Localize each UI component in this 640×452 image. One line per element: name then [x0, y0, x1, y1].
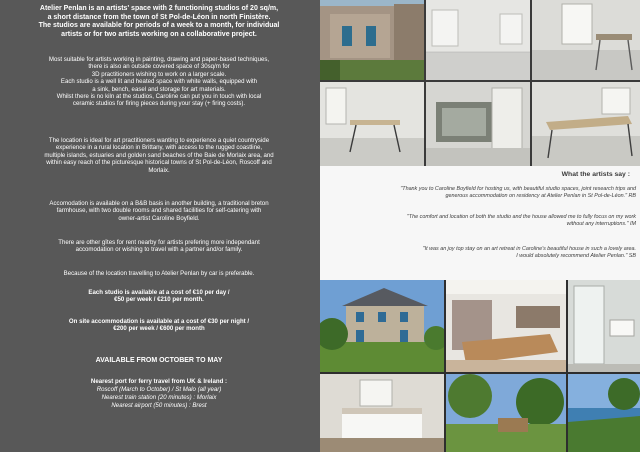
bedroom-photo — [320, 374, 444, 452]
info-column — [0, 0, 318, 452]
airport: Nearest airport (50 minutes) : Brest — [111, 402, 207, 409]
studio-sink-photo — [426, 82, 530, 166]
quote-line: generous accommodation on residency at Atelier Penlan in St Pol-de-Léon." RB — [445, 193, 636, 200]
intro-line: a short distance from the town of St Pol-de-Léon in north Finistère. — [47, 13, 271, 21]
location-line: Morlaix. — [148, 166, 170, 174]
train-station: Nearest train station (20 minutes) : Morlaix — [101, 394, 217, 401]
studios-line: ceramic studios for firing pieces during your stay (+ firing costs). — [72, 100, 246, 108]
accommodation-line: owner-artist Caroline Boyfield. — [118, 214, 200, 222]
gites-paragraph — [6, 239, 312, 254]
quote-line: without any interruptions." IM — [566, 221, 636, 228]
studios-line: Most suitable for artists working in painting, drawing and paper-based techniques, — [48, 56, 270, 63]
testimonial-im — [324, 214, 636, 228]
car-note: Because of the location travelling to Atelier Penlan by car is preferable. — [63, 270, 255, 277]
studios-line: Each studio is a well lit and heated space with white walls, equipped with — [60, 78, 258, 86]
accommodation-paragraph — [6, 200, 312, 222]
gites-line: There are other gîtes for rent nearby for artists prefering more independant — [58, 239, 260, 246]
house-photo-collage — [320, 280, 640, 452]
kitchen-photo — [446, 280, 566, 372]
location-line: multiple islands, estuaries and golden sand beaches of the Baie de Morlaix area, and — [44, 151, 274, 159]
studio-exterior-photo — [320, 0, 424, 80]
intro-line: The studios are available for periods of a week to a month, for individual — [38, 22, 280, 30]
studio-interior-photo — [426, 0, 530, 80]
studio-bench-photo — [532, 82, 640, 166]
location-line: within easy reach of the picturesque historical towns of St Pol-de-Léon, Roscoff and — [46, 159, 272, 167]
testimonials-heading: What the artists say : — [561, 171, 630, 178]
quote-line: "It was an joy top stay on an art retreat in Caroline's beautiful house in such a lovely area. — [422, 246, 636, 252]
accommodation-line: Accomodation is available on a B&B basis in another building, a traditional breton — [49, 200, 269, 207]
pricing-line: Each studio is available at a cost of €10 per day / — [88, 289, 230, 296]
ferry-ports: Roscoff (March to October) / St Malo (all year) — [96, 386, 222, 393]
quote-line: "Thank you to Caroline Boyfield for hosting us, with beautiful studio spaces, joint research trips and — [400, 186, 636, 192]
location-line: The location is ideal for art practitioners wanting to experience a quiet countryside — [48, 137, 270, 144]
quote-line: I would absolutely recommend Atelier Penlan." SB — [516, 253, 636, 260]
studios-line: there is also an outside covered space of 30sq/m for — [88, 63, 230, 71]
intro-line: artists or for two artists working on a collaborative project. — [61, 30, 257, 38]
studios-line: 3D practitioners wishing to work on a larger scale. — [91, 70, 227, 78]
intro-line: Atelier Penlan is an artists' space with 2 functioning studios of 20 sq/m, — [39, 5, 279, 12]
coast-photo — [568, 374, 640, 452]
pricing-line: €50 per week / €210 per month. — [114, 296, 204, 304]
gites-line: accomodation or wishing to travel with a partner and/or family. — [75, 246, 243, 254]
accommodation-line: farmhouse, with two double rooms and shared facilities for self-catering with — [56, 207, 262, 215]
availability-heading: AVAILABLE FROM OCTOBER TO MAY — [95, 357, 223, 364]
studios-line: Whilst there is no kiln at the studios, Caroline can put you in touch with local — [56, 93, 262, 101]
studio-pricing — [6, 289, 312, 304]
location-line: experience in a rural location in Brittany, with access to the rugged coastline, — [55, 144, 263, 152]
studio-photo-collage — [320, 0, 640, 166]
intro-paragraph — [6, 5, 312, 39]
pricing-line: €200 per week / €600 per month — [113, 325, 205, 333]
artist-testimonials — [320, 166, 640, 280]
studio-window-photo — [532, 0, 640, 80]
farmhouse-exterior-photo — [320, 280, 444, 372]
studio-easel-photo — [320, 82, 424, 166]
studios-line: a sink, bench, easel and storage for art materials. — [92, 85, 226, 93]
testimonial-sb — [324, 246, 636, 260]
quote-line: "The comfort and location of both the studio and the house allowed me to fully focus on my work — [406, 214, 636, 220]
garden-photo — [446, 374, 566, 452]
studios-paragraph — [6, 56, 312, 108]
bathroom-photo — [568, 280, 640, 372]
onsite-pricing — [6, 318, 312, 333]
testimonial-rb — [324, 186, 636, 200]
ferry-heading: Nearest port for ferry travel from UK & Ireland : — [90, 378, 228, 385]
pricing-line: On site accommodation is available at a cost of €30 per night / — [68, 318, 250, 325]
location-paragraph — [6, 137, 312, 174]
